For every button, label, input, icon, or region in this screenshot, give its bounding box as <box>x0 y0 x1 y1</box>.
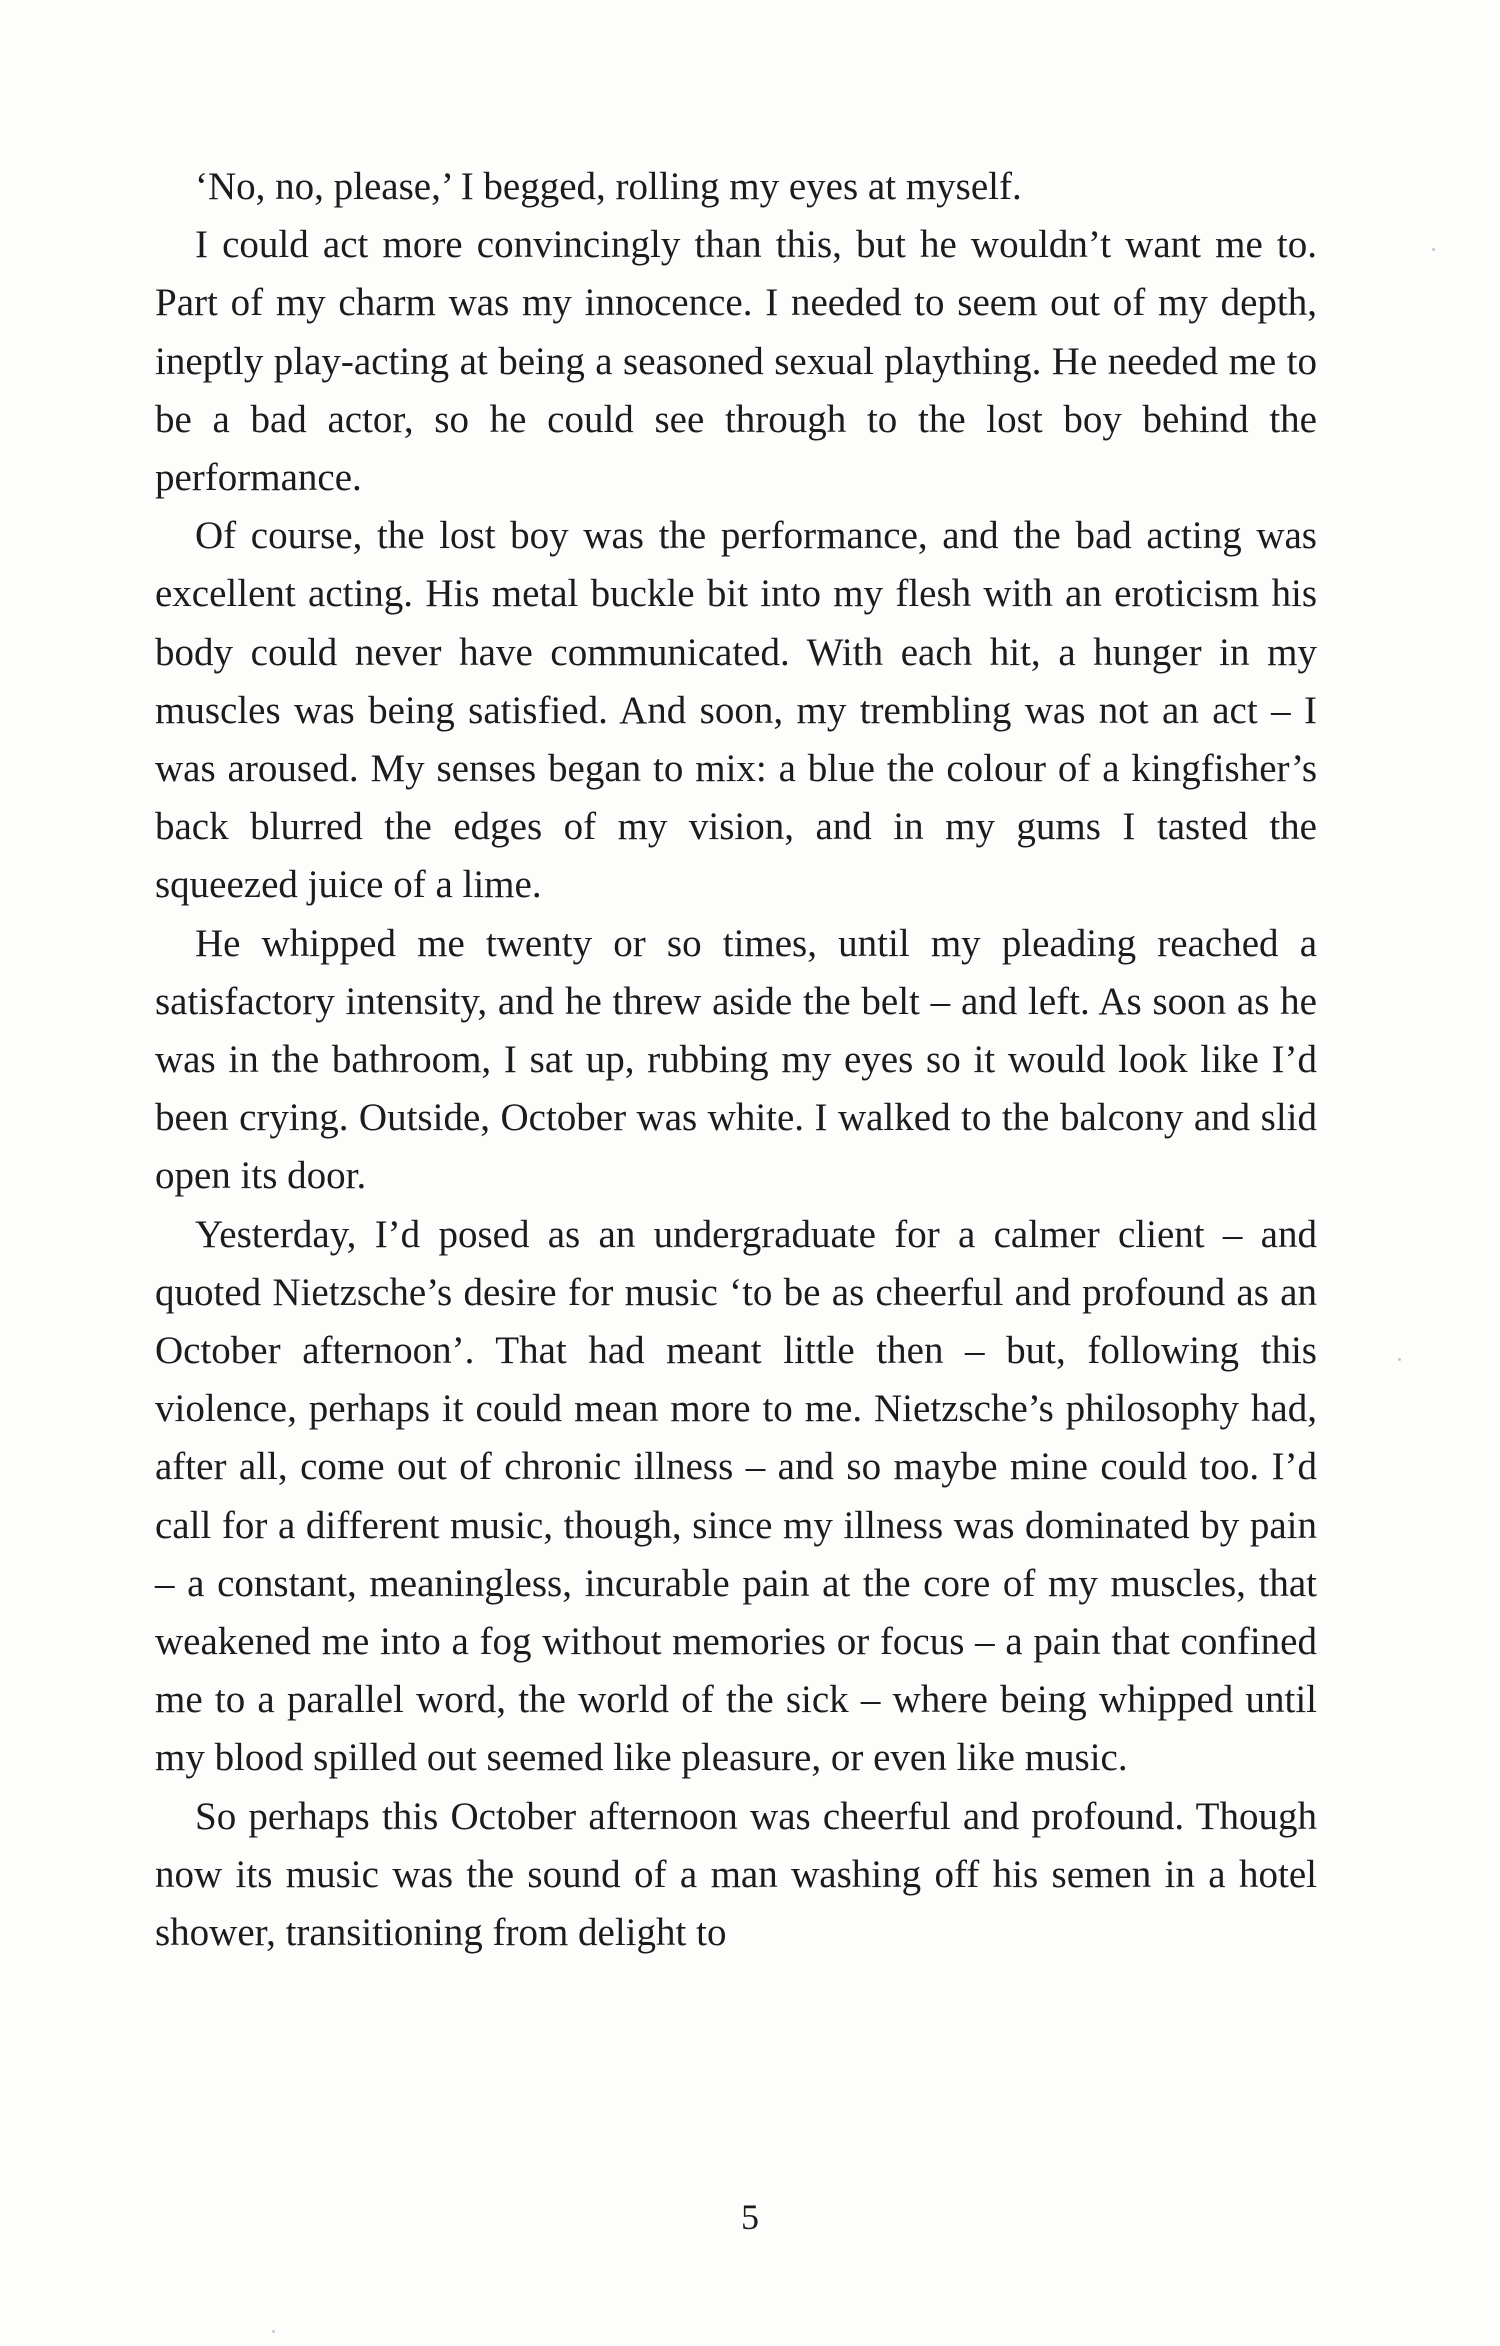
paper-speck <box>1432 248 1435 251</box>
paragraph: I could act more convincingly than this, but he wouldn’t want me to. Part of my charm was my innocence. I needed to seem out of my depth, ineptly play-acting at being a seasoned sexual plaything. He needed me to be a bad actor, so he could see through to the lost boy behind the performance. <box>155 223 1317 500</box>
page-number: 5 <box>741 2197 759 2237</box>
paragraph: Of course, the lost boy was the performance, and the bad acting was excellent acting. His metal buckle bit into my flesh with an eroticism his body could never have communicated. With each hit, a hunger in my muscles was being satisfied. And soon, my trembling was not an act – I was aroused. My senses began to mix: a blue the colour of a kingfisher’s back blurred the edges of my vision, and in my gums I tasted the squeezed juice of a lime. <box>155 514 1317 907</box>
body-text <box>155 158 1317 1962</box>
paper-speck <box>272 2330 275 2333</box>
paragraph: Yesterday, I’d posed as an undergraduate for a calmer client – and quoted Nietzsche’s desire for music ‘to be as cheerful and profound as an October afternoon’. That had meant little then – but, following this violence, perhaps it could mean more to me. Nietzsche’s philosophy had, after all, come out of chronic illness – and so maybe mine could too. I’d call for a different music, though, since my illness was dominated by pain – a constant, meaningless, incurable pain at the core of my muscles, that weakened me into a fog without memories or focus – a pain that confined me to a parallel word, the world of the sick – where being whipped until my blood spilled out seemed like pleasure, or even like music. <box>155 1212 1317 1780</box>
paragraph: So perhaps this October afternoon was cheerful and profound. Though now its music was the sound of a man washing off his semen in a hotel shower, transitioning from delight to <box>155 1794 1317 1955</box>
paragraph: He whipped me twenty or so times, until my pleading reached a satisfactory intensity, and he threw aside the belt – and left. As soon as he was in the bathroom, I sat up, rubbing my eyes so it would look like I’d been crying. Outside, October was white. I walked to the balcony and slid open its door. <box>155 921 1317 1198</box>
paper-speck <box>1398 1358 1401 1361</box>
paragraph: ‘No, no, please,’ I begged, rolling my eyes at myself. <box>195 165 1022 208</box>
